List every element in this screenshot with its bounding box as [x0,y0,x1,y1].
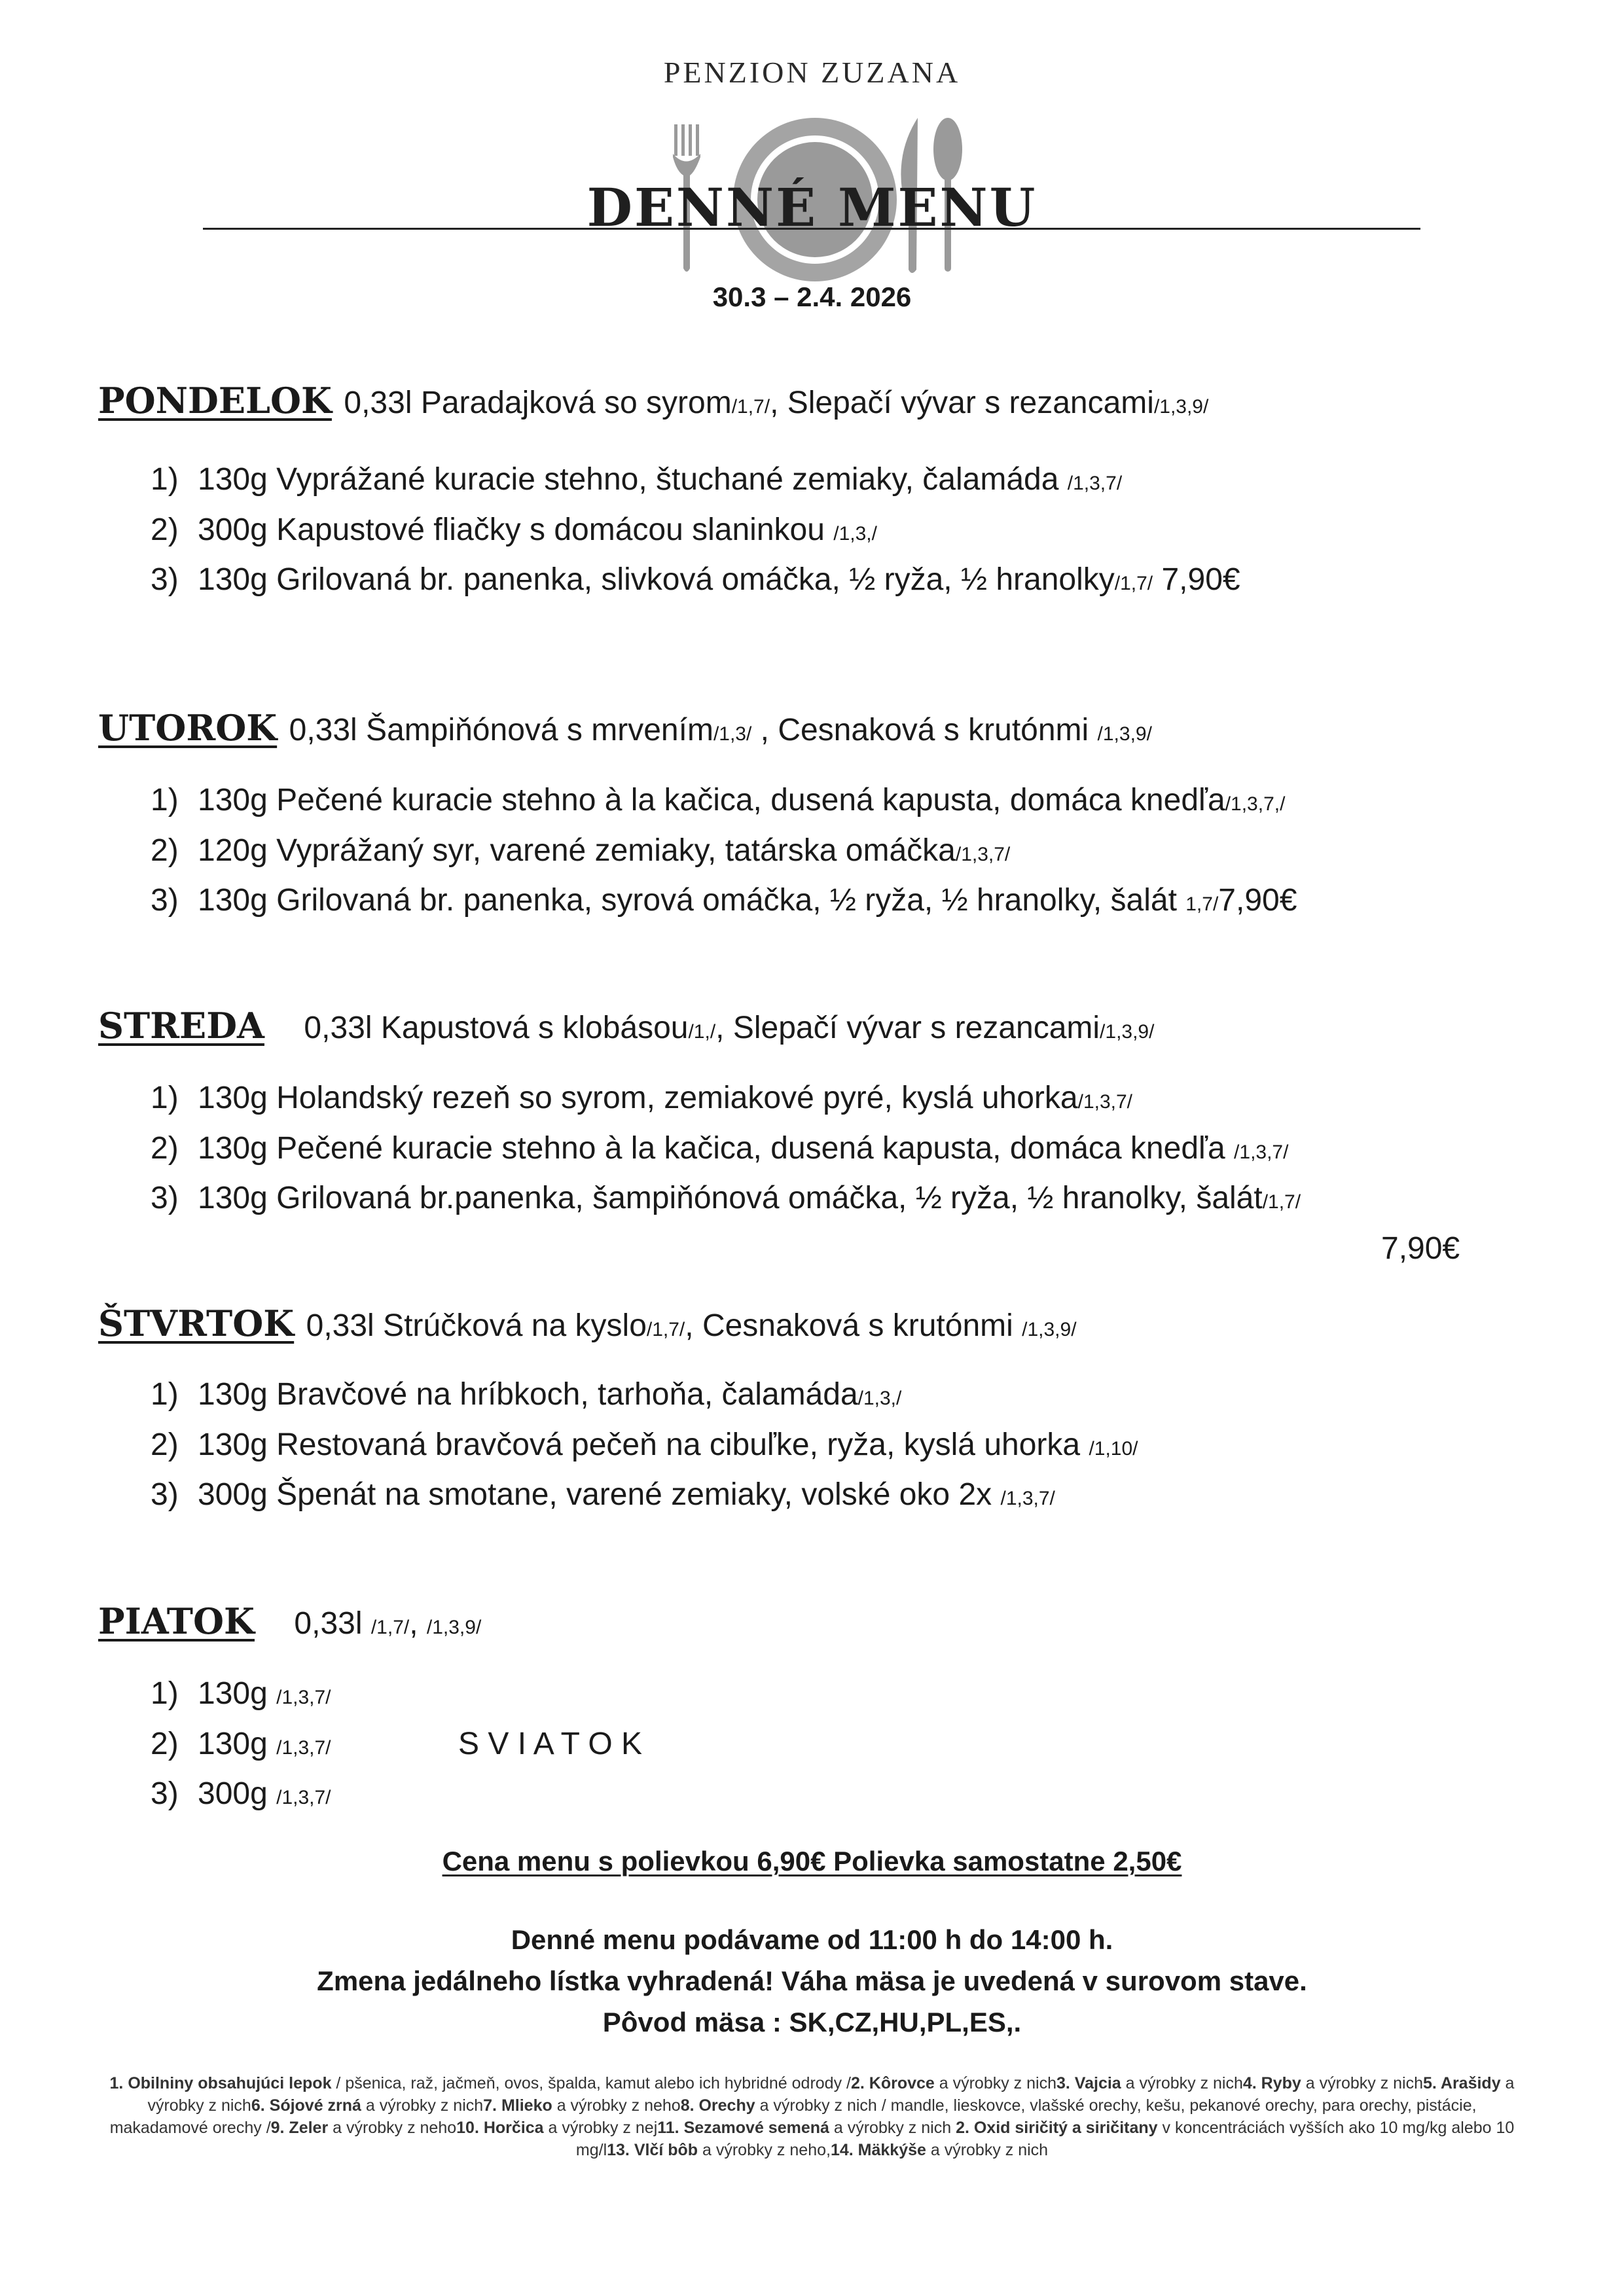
item-text: 130g Vyprážané kuracie stehno, štuchané zemiaky, čalamáda [198,462,1068,497]
soup-text: 0,33l [294,1606,371,1641]
allergen-code: 1,7/ [1185,893,1219,915]
restaurant-name: PENZION ZUZANA [663,56,961,89]
allergen-code: /1,3,/ [857,1388,902,1409]
item-text: 300g Kapustové fliačky s domácou slaninkou [198,512,834,547]
allergen-code: /1,3,7/ [1077,1091,1133,1113]
page-title: DENNÉ MENU [586,177,1038,238]
menu-item [151,1726,331,1762]
menu-item [151,1080,1132,1116]
allergen-code: /1,7/ [1262,1191,1301,1213]
allergen-desc: a výrobky z neho, [698,2141,831,2159]
soup-text: , [409,1606,427,1641]
allergen-code: /1,3,7/ [955,844,1011,865]
day-wednesday [98,1005,1154,1047]
day-name: ŠTVRTOK [98,1302,295,1344]
item-text: 130g [198,1676,277,1711]
menu-item [151,1427,1138,1463]
item-text: 130g Restovaná bravčová pečeň na cibuľke, ryža, kyslá uhorka [198,1427,1089,1462]
item-text: 300g [198,1776,277,1811]
item-price: 7,90€ [1218,883,1297,918]
allergen-code: /1,3,9/ [1022,1319,1077,1340]
menu-item [151,782,1285,818]
item-number: 2) [151,1727,179,1761]
price-line: Cena menu s polievkou 6,90€ Polievka samostatne 2,50€ [442,1846,1182,1876]
allergen-name: 8. Orechy [680,2096,755,2115]
allergen-desc: a výrobky z nich [934,2074,1056,2092]
item-number: 2) [151,833,179,868]
allergen-name: 3. Vajcia [1056,2074,1121,2092]
item-text: 130g Grilovaná br. panenka, slivková omáčka, ½ ryža, ½ hranolky [198,562,1115,597]
day-name: UTOROK [98,707,278,749]
allergen-name: 9. Zeler [270,2119,329,2137]
day-name: STREDA [98,1005,264,1047]
allergen-desc: a výrobky z nej [543,2119,658,2137]
allergen-name: 6. Sójové zrná [251,2096,361,2115]
soup-text: , Cesnaková s krutónmi [751,713,1098,747]
allergen-name: 1. Obilniny obsahujúci lepok [109,2074,332,2092]
item-number: 2) [151,1427,179,1462]
allergen-desc: a výrobky z nich / mandle, lieskovce, vlašské orechy, kešu, pekanové orechy, para orechy, pistácie, makadamové orechy / [109,2096,1477,2137]
menu-item [151,1477,1055,1513]
menu-dates: 30.3 – 2.4. 2026 [712,281,912,312]
allergen-name: 11. Sezamové semená [657,2119,829,2137]
day-tuesday [98,707,1152,749]
allergen-desc: / pšenica, raž, jačmeň, ovos, špalda, kamut alebo ich hybridné odrody / [331,2074,851,2092]
allergen-code: /1,7/ [646,1319,685,1340]
item-text: 300g Špenát na smotane, varené zemiaky, volské oko 2x [198,1477,1001,1512]
allergen-code: /1,3,/ [833,523,877,545]
item-number: 3) [151,1181,179,1215]
menu-item [151,833,1010,869]
allergen-code: /1,7/ [1114,573,1153,594]
allergen-desc: a výrobky z neho [328,2119,457,2137]
item-number: 1) [151,1676,179,1711]
item-text: 120g Vyprážaný syr, varené zemiaky, tatárska omáčka [198,833,956,868]
allergen-code: /1,10/ [1089,1438,1138,1460]
allergen-code: /1,3,7/ [276,1787,331,1808]
allergen-code: /1,3,9/ [1097,723,1152,745]
item-text: 130g Pečené kuracie stehno à la kačica, dusená kapusta, domáca knedľa [198,1131,1235,1166]
allergen-name: 2. Kôrovce [850,2074,935,2092]
allergen-code: /1,3,7/ [1000,1488,1055,1509]
allergen-code: /1,3,9/ [426,1617,482,1638]
allergen-desc: a výrobky z nich [147,2074,1515,2115]
item-number: 3) [151,562,179,597]
soup-text: 0,33l Kapustová s klobásou [304,1011,689,1045]
soup-text: 0,33l Šampiňónová s mrvením [289,713,713,747]
menu-item [151,512,877,548]
menu-item [151,461,1122,497]
allergen-code: /1,7/ [731,396,770,418]
allergen-code: /1,3/ [713,723,752,745]
allergen-desc: v koncentráciách vyšších ako 10 mg/kg alebo 10 mg/l [575,2119,1515,2159]
allergen-name: 7. Mlieko [483,2096,552,2115]
item-number: 2) [151,512,179,547]
allergen-desc: a výrobky z nich [1301,2074,1424,2092]
item-number: 3) [151,1776,179,1811]
allergen-desc: a výrobky z nich [1121,2074,1243,2092]
day-name: PIATOK [98,1600,255,1642]
soup-text: 0,33l Strúčková na kyslo [306,1308,647,1343]
item-text: 130g Pečené kuracie stehno à la kačica, dusená kapusta, domáca knedľa [198,783,1225,817]
menu-item [151,1676,331,1712]
allergen-name: 10. Horčica [456,2119,544,2137]
menu-notice: Zmena jedálneho lístka vyhradená! Váha mäsa je uvedená v surovom stave. [317,1965,1307,1996]
menu-item [151,1376,901,1412]
allergen-name: 4. Ryby [1242,2074,1301,2092]
allergen-code: /1,3,9/ [1100,1021,1155,1043]
item-number: 1) [151,1081,179,1115]
item-text: 130g Holandský rezeň so syrom, zemiakové pyré, kyslá uhorka [198,1081,1078,1115]
allergen-legend [98,2072,1526,2161]
item-number: 3) [151,1477,179,1512]
soup-text: , Slepačí vývar s rezancami [770,386,1154,420]
day-monday [98,380,1208,422]
item-number: 1) [151,783,179,817]
allergen-name: 2. Oxid siričitý a siričitany [956,2119,1158,2137]
allergen-code: /1,3,7/ [276,1737,331,1759]
allergen-code: /1,3,7,/ [1225,793,1286,815]
soup-text: 0,33l Paradajková so syrom [344,386,732,420]
item-number: 3) [151,883,179,918]
allergen-desc: a výrobky z neho [552,2096,681,2115]
allergen-code: /1,3,9/ [1153,396,1209,418]
holiday-label: S V I A T O K [458,1727,643,1761]
serving-hours: Denné menu podávame od 11:00 h do 14:00 h. [511,1924,1113,1955]
item-text: 130g [198,1727,277,1761]
allergen-name: 13. Vlčí bôb [607,2141,698,2159]
day-friday [98,1600,481,1642]
item-text: 130g Grilovaná br. panenka, syrová omáčka, ½ ryža, ½ hranolky, šalát [198,883,1186,918]
allergen-name: 14. Mäkkýše [830,2141,926,2159]
menu-item [151,882,1297,918]
day-name: PONDELOK [98,380,332,422]
soup-text: , Cesnaková s krutónmi [685,1308,1022,1343]
allergen-desc: a výrobky z nich [926,2141,1049,2159]
day-price: 7,90€ [1381,1231,1460,1266]
allergen-code: /1,3,7/ [1234,1141,1289,1163]
item-number: 1) [151,1377,179,1412]
menu-item [151,562,1240,598]
item-price: 7,90€ [1153,562,1240,597]
soup-text: , Slepačí vývar s rezancami [715,1011,1100,1045]
allergen-code: /1,3,7/ [276,1687,331,1708]
item-number: 1) [151,462,179,497]
item-text: 130g Grilovaná br.panenka, šampiňónová omáčka, ½ ryža, ½ hranolky, šalát [198,1181,1263,1215]
allergen-code: /1,7/ [370,1617,410,1638]
allergen-code: /1,/ [688,1021,716,1043]
allergen-desc: a výrobky z nich [829,2119,956,2137]
item-number: 2) [151,1131,179,1166]
menu-item [151,1180,1301,1216]
allergen-code: /1,3,7/ [1067,473,1123,494]
item-text: 130g Bravčové na hríbkoch, tarhoňa, čalamáda [198,1377,858,1412]
meat-origin: Pôvod mäsa : SK,CZ,HU,PL,ES,. [602,2007,1022,2037]
day-thursday [98,1302,1077,1344]
allergen-name: 5. Arašidy [1423,2074,1501,2092]
menu-item [151,1776,331,1812]
menu-item [151,1130,1288,1166]
allergen-desc: a výrobky z nich [361,2096,484,2115]
